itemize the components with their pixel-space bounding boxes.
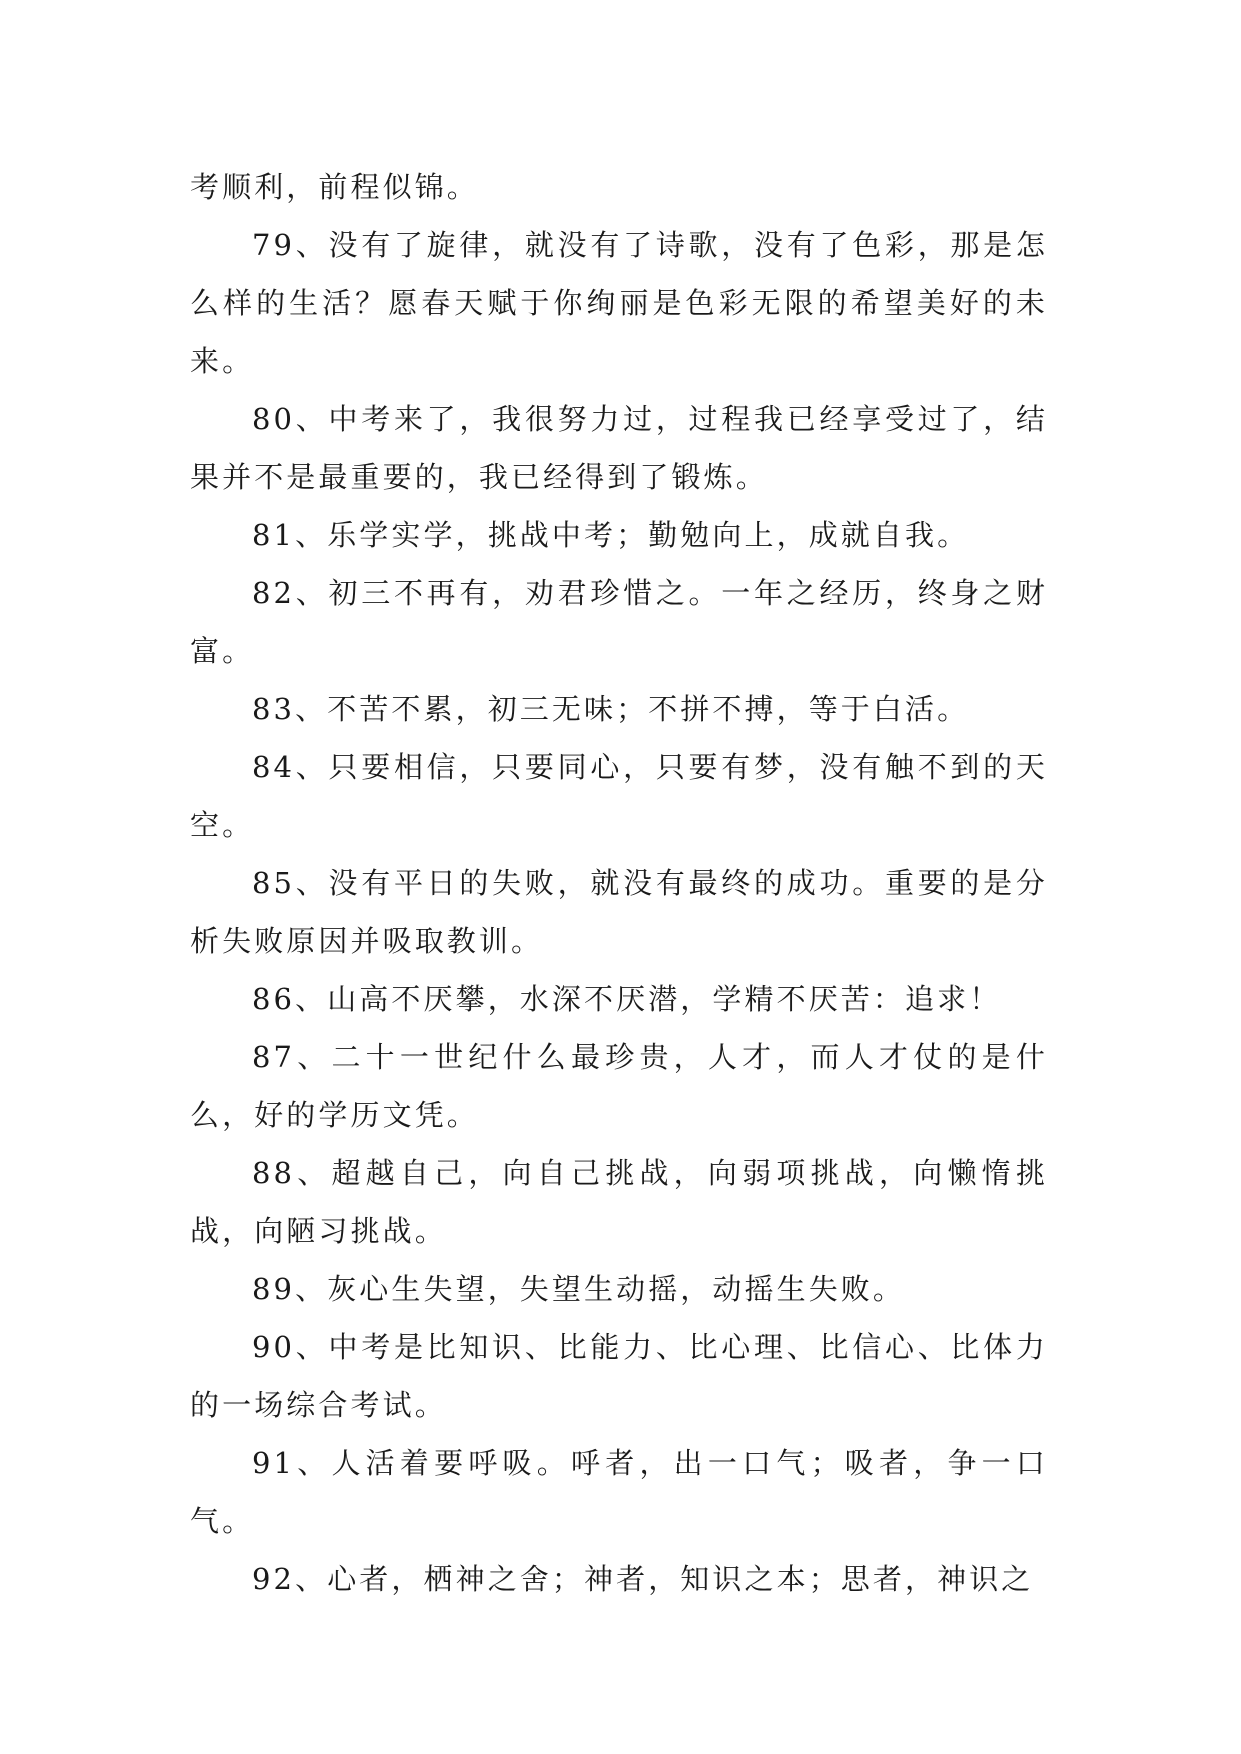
document-body xyxy=(190,158,1048,1608)
paragraph: 81、乐学实学，挑战中考；勤勉向上，成就自我。 xyxy=(252,518,970,552)
paragraph: 84、只要相信，只要同心，只要有梦，没有触不到的天空。 xyxy=(190,750,1048,842)
paragraph: 考顺利，前程似锦。 xyxy=(190,170,479,204)
paragraph: 86、山高不厌攀，水深不厌潜，学精不厌苦：追求！ xyxy=(252,982,1002,1016)
paragraph: 87、二十一世纪什么最珍贵，人才，而人才仗的是什么，好的学历文凭。 xyxy=(190,1040,1048,1132)
paragraph: 91、人活着要呼吸。呼者，出一口气；吸者，争一口气。 xyxy=(190,1446,1048,1538)
paragraph: 80、中考来了，我很努力过，过程我已经享受过了，结果并不是最重要的，我已经得到了锻炼。 xyxy=(190,402,1048,494)
paragraph: 89、灰心生失望，失望生动摇，动摇生失败。 xyxy=(252,1272,906,1306)
paragraph: 92、心者，栖神之舍；神者，知识之本；思者，神识之 xyxy=(252,1562,1034,1596)
paragraph: 83、不苦不累，初三无味；不拼不搏，等于白活。 xyxy=(252,692,970,726)
paragraph: 90、中考是比知识、比能力、比心理、比信心、比体力的一场综合考试。 xyxy=(190,1330,1048,1422)
paragraph: 79、没有了旋律，就没有了诗歌，没有了色彩，那是怎么样的生活？愿春天赋于你绚丽是色彩无限的希望美好的未来。 xyxy=(190,228,1048,378)
paragraph: 82、初三不再有，劝君珍惜之。一年之经历，终身之财富。 xyxy=(190,576,1048,668)
paragraph: 88、超越自己，向自己挑战，向弱项挑战，向懒惰挑战，向陋习挑战。 xyxy=(190,1156,1048,1248)
paragraph: 85、没有平日的失败，就没有最终的成功。重要的是分析失败原因并吸取教训。 xyxy=(190,866,1048,958)
